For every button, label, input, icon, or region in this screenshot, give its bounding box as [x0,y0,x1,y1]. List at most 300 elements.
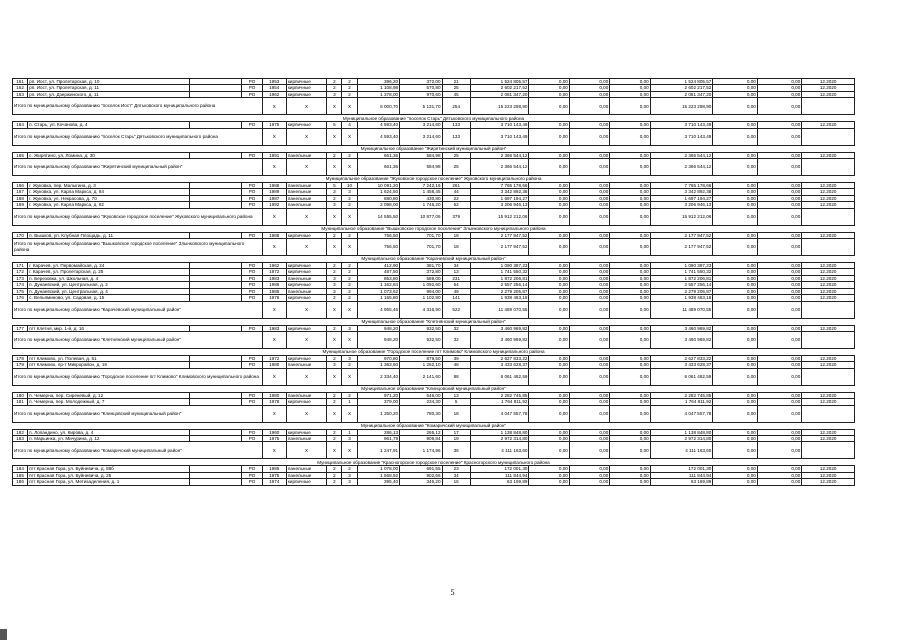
table-cell: кирпичные [286,232,326,238]
total-cell: X [286,368,326,385]
table-cell: 0,00 [610,189,650,195]
table-cell: панельные [286,152,326,158]
table-cell: 1 764 811,92 [650,399,713,405]
total-cell: 0,00 [610,128,650,145]
total-cell: X [327,98,342,115]
table-cell: 13 [442,269,470,275]
table-cell: 178 [13,355,28,361]
table-cell: 0,00 [757,85,801,91]
table-cell: 0,00 [529,91,569,97]
total-cell: 0,00 [757,159,801,176]
table-cell: 166 [13,183,28,189]
total-label: Итого по муниципальному образованию "Жирятинский муниципальный район" [13,159,263,176]
table-cell: 0,00 [757,263,801,269]
table-cell: 0,00 [569,189,609,195]
table-cell: 1978 [262,399,286,405]
table-cell: пгт Клетня, мкр. 1-й, д. 16 [28,325,190,331]
table-cell: 0,00 [569,275,609,281]
table-cell: 1 872 206,81 [470,275,529,281]
table-cell: 1983 [262,275,286,281]
table-cell: 2 627 833,22 [470,355,529,361]
total-label: Итого по муниципальному образованию "поселок Иост" Дятьковского муниципального района [13,98,263,115]
table-cell: 3 [327,189,342,195]
total-cell: 15 912 212,06 [650,208,713,225]
table-cell: 1989 [262,189,286,195]
table-cell: РО [242,288,262,294]
table-cell: 172 001,30 [650,466,713,472]
table-cell: 161 [13,79,28,85]
section-header-row [13,318,855,325]
table-cell: 0,00 [569,288,609,294]
section-header-row [13,348,855,355]
total-cell: 0,00 [757,128,801,145]
table-cell: 2 [342,85,357,91]
section-header-row [13,225,855,232]
total-cell: 36 [442,442,470,459]
table-cell: 0,00 [529,275,569,281]
table-cell: 2 602 217,52 [470,85,529,91]
total-cell: X [262,208,286,225]
total-cell: 0,00 [529,128,569,145]
table-cell: 0,00 [529,399,569,405]
table-cell: 970,80 [357,355,399,361]
table-cell: 2 [327,79,342,85]
table-cell: РО [242,232,262,238]
total-cell: 0,00 [529,405,569,422]
table-cell: 1 092,60 [400,282,442,288]
table-cell: 1 [342,399,357,405]
total-cell: X [327,239,342,256]
table-cell: рп. Иост, ул. Пролетарская, д. 11 [28,85,190,91]
table-cell: 0,00 [713,91,757,97]
table-cell: 0,00 [569,263,609,269]
total-cell: 18 [442,239,470,256]
table-cell: 3 342 892,38 [470,189,529,195]
table-cell: 3 206 946,13 [470,202,529,208]
table-cell: 0,00 [529,122,569,128]
section-title: Муниципальное образование "Комаричский муниципальный район" [13,422,855,429]
total-cell: 88 [442,368,470,385]
total-row [13,159,855,176]
total-cell: X [342,301,357,318]
total-cell [802,239,855,256]
table-cell: пгт Красная Гора, ул. Буйневича, д. 88б [28,466,190,472]
table-cell: 1 262,10 [400,362,442,368]
table-cell: 0,00 [713,122,757,128]
table-cell: 1 764 811,92 [470,399,529,405]
table-cell: кирпичные [286,122,326,128]
table-cell: г. Жуковка, ул. Некрасова, д. 70 [28,195,190,201]
table-cell: 12.2020 [802,295,855,301]
table-cell: 2 098,00 [357,202,399,208]
table-cell: 1 363,60 [357,362,399,368]
table-cell: РО [242,399,262,405]
table-cell: 173 [13,275,28,281]
total-cell: 6 000,70 [357,98,399,115]
table-cell: 2 627 833,22 [650,355,713,361]
table-cell: 372,80 [400,269,442,275]
table-cell: 0,00 [610,152,650,158]
table-cell: 164 [13,122,28,128]
table-cell: 186 [13,479,28,485]
table-cell: РО [242,325,262,331]
table-cell: 10 [342,183,357,189]
table-cell: 181 [13,399,28,405]
table-cell: 0,00 [529,189,569,195]
table-cell: 2 [342,202,357,208]
table-cell: 0,00 [569,232,609,238]
table-cell: 701,70 [400,232,442,238]
total-cell: X [342,98,357,115]
table-cell: 372,00 [400,79,442,85]
table-cell: 1954 [262,85,286,91]
section-title: Муниципальное образование "Вышковское городское поселение" Злынковского муниципального района [13,225,855,232]
section-header-row [13,115,855,122]
table-cell: 170 [13,232,28,238]
table-cell: 661,36 [357,152,399,158]
table-cell: 2 [327,472,342,478]
total-cell: X [286,159,326,176]
table-cell: кирпичные [286,91,326,97]
table-cell: 0,00 [569,152,609,158]
table-cell: 3 [327,282,342,288]
table-cell: 0,00 [529,392,569,398]
table-cell: 3 460 969,82 [650,325,713,331]
table-cell: РО [242,202,262,208]
table-cell: 994,00 [400,288,442,294]
table-cell: 12.2020 [802,392,855,398]
total-cell: X [286,208,326,225]
total-cell: 0,00 [569,331,609,348]
table-cell: 22 [442,195,470,201]
table-cell: 2 [327,466,342,472]
table-cell: 0,00 [569,362,609,368]
total-cell: 661,36 [357,159,399,176]
table-cell: РО [242,472,262,478]
total-row [13,301,855,318]
table-cell: 2 [327,429,342,435]
total-cell: 0,00 [529,208,569,225]
total-cell: 32 [442,331,470,348]
table-cell: 12.2020 [802,202,855,208]
section-title: Муниципальное образование "Красногорское городское поселение" Красногорского муниципального района [13,459,855,466]
total-row [13,98,855,115]
table-cell: с. Жирятино, ул. Ломина, д. 30 [28,152,190,158]
table-cell: 0,00 [610,282,650,288]
table-cell: 12.2020 [802,288,855,294]
table-cell: 12.2020 [802,325,855,331]
table-cell: 5 [327,122,342,128]
table-cell: РО [242,362,262,368]
total-label: Итого по муниципальному образованию "Вышковское городское поселение" Злынковского муниципального района [13,239,263,256]
table-cell: 0,00 [757,152,801,158]
table-cell: 0,00 [529,183,569,189]
table-cell: г. Жуковка, ул. Карла Маркса, д. 82 [28,202,190,208]
total-cell: 780,30 [400,405,442,422]
table-cell: 3 [342,189,357,195]
total-cell: 0,00 [713,98,757,115]
total-cell: 0,00 [529,442,569,459]
table-cell: 0,00 [610,466,650,472]
table-cell: 23 [442,466,470,472]
table-cell: 2 [327,85,342,91]
total-cell: 522 [442,301,470,318]
table-cell: 0,00 [529,435,569,441]
total-cell: X [262,331,286,348]
table-cell: 0,00 [610,269,650,275]
table-cell: 756,50 [357,232,399,238]
total-cell: 15 223 298,90 [650,98,713,115]
table-cell: 0,00 [569,429,609,435]
table-cell: 0,00 [757,466,801,472]
table-cell: 0,00 [610,399,650,405]
table-cell: 0,00 [610,195,650,201]
table-cell: 0,00 [757,288,801,294]
table-cell: 0,00 [610,232,650,238]
table-cell: 1 624,50 [357,189,399,195]
total-row [13,405,855,422]
total-cell: 0,00 [569,239,609,256]
table-cell: 12.2020 [802,79,855,85]
total-cell: X [342,331,357,348]
table-cell: 1 073,62 [357,288,399,294]
table-cell: 0,00 [529,362,569,368]
table-cell: 12.2020 [802,362,855,368]
total-label: Итого по муниципальному образованию "Городское поселение пгт Климово" Климовского муниципального района [13,368,263,385]
table-cell: 0,00 [610,355,650,361]
table-cell: 0,00 [757,392,801,398]
table-cell: 0,00 [569,466,609,472]
total-cell: 15 912 212,06 [470,208,529,225]
table-cell: 2 282 745,85 [650,392,713,398]
total-cell: X [342,368,357,385]
total-cell [802,331,855,348]
table-cell: 1 138 848,80 [650,429,713,435]
table-cell: 1953 [262,79,286,85]
table-cell: 133 [442,122,470,128]
table-cell: 1972 [262,269,286,275]
table-cell: 0,00 [713,325,757,331]
table-cell: 0,00 [610,79,650,85]
table-cell: 1 458,45 [400,189,442,195]
table-cell: 4 593,40 [357,122,399,128]
total-cell: 0,00 [757,239,801,256]
total-cell: X [342,159,357,176]
table-cell: 0,00 [757,282,801,288]
total-cell: 2 177 947,52 [470,239,529,256]
total-cell: 379 [442,208,470,225]
table-cell: 34 [442,263,470,269]
total-cell: X [262,368,286,385]
table-cell: 0,00 [757,275,801,281]
table-cell: 0,00 [529,288,569,294]
table-cell: 172 [13,269,28,275]
table-cell: 111 844,94 [650,472,713,478]
table-cell: кирпичные [286,263,326,269]
table-cell: 12.2020 [802,282,855,288]
table-cell: п. Дунаевский, ул. Центральная, д. 4 [28,288,190,294]
total-cell: 4 955,46 [357,301,399,318]
table-cell: 1960 [262,429,286,435]
table-cell: 12.2020 [802,263,855,269]
table-cell: 2 [342,295,357,301]
total-cell: 0,00 [529,301,569,318]
total-cell: 0,00 [529,159,569,176]
table-cell: 1 [342,429,357,435]
total-cell: 2 366 544,12 [650,159,713,176]
table-cell: 0,00 [529,295,569,301]
total-label: Итого по муниципальному образованию "Жуковское городское поселение" Жуковского муниципального района [13,208,263,225]
table-cell: 1 568,92 [357,472,399,478]
table-cell: 0,00 [713,392,757,398]
total-cell [802,98,855,115]
total-row [13,208,855,225]
table-cell: 0,00 [757,183,801,189]
table-cell: 0,00 [713,466,757,472]
table-cell: 589,00 [400,275,442,281]
table-cell: п. Лопандино, ул. Кирова, д. 4 [28,429,190,435]
table-cell: 1 524 805,57 [470,79,529,85]
total-cell: X [286,98,326,115]
table-cell: 3 342 892,38 [650,189,713,195]
total-cell: X [286,442,326,459]
table-cell: 0,00 [529,472,569,478]
total-cell [802,128,855,145]
table-cell: 0,00 [569,202,609,208]
table-cell: 2 [327,392,342,398]
table-cell: 183 [13,435,28,441]
table-cell: 1 938 463,18 [650,295,713,301]
total-cell: X [342,405,357,422]
table-cell: 1 138 848,80 [470,429,529,435]
table-cell: рп. Иост, ул. Пролетарская, д. 10 [28,79,190,85]
total-cell: 0,00 [610,98,650,115]
total-cell: 11 489 070,55 [470,301,529,318]
table-cell: РО [242,189,262,195]
table-cell: 0,00 [713,263,757,269]
table-cell: 0,00 [713,429,757,435]
table-cell: 48 [442,362,470,368]
table-cell: 0,00 [569,392,609,398]
table-cell: 2 557 256,14 [470,282,529,288]
table-cell: 1 162,84 [357,282,399,288]
table-cell: 0,00 [529,195,569,201]
table-cell: РО [242,269,262,275]
table-cell: 1 090 387,23 [470,263,529,269]
table-cell: 2 [342,195,357,201]
table-cell: 0,00 [713,232,757,238]
total-label: Итого по муниципальному образованию "Карачевский муниципальный район" [13,301,263,318]
table-cell: 25 [442,85,470,91]
total-cell: X [286,331,326,348]
table-cell: 1962 [262,263,286,269]
table-cell: 0,00 [713,288,757,294]
table-cell: 0,00 [569,399,609,405]
table-cell: 3 214,60 [400,122,442,128]
table-cell: кирпичные [286,399,326,405]
table-cell: 3 [342,472,357,478]
table-cell: 0,00 [713,183,757,189]
table-cell: 0,00 [713,362,757,368]
table-cell: 0,00 [757,399,801,405]
table-cell: 18 [442,232,470,238]
total-cell: X [342,128,357,145]
total-cell: 0,00 [569,442,609,459]
total-cell: 0,00 [757,98,801,115]
table-cell: 970,60 [400,91,442,97]
table-cell: 265,12 [400,429,442,435]
total-cell: X [327,368,342,385]
total-cell: 0,00 [569,159,609,176]
table-cell: 12.2020 [802,189,855,195]
table-cell: 3 710 143,49 [650,122,713,128]
table-cell: 0,00 [713,355,757,361]
total-cell: X [286,128,326,145]
table-cell: п. Марьинка, ул. Мичурина, д. 12 [28,435,190,441]
total-cell: 0,00 [713,208,757,225]
table-cell: п. Дунаевский, ул. Центральная, д. 2 [28,282,190,288]
total-cell: 0,00 [610,442,650,459]
table-cell: 1976 [262,295,286,301]
total-cell: 1 350,20 [357,405,399,422]
table-cell: 0,00 [569,183,609,189]
total-label: Итого по муниципальному образованию "Клинцовский муниципальный район" [13,405,263,422]
table-cell: 12.2020 [802,399,855,405]
table-cell: 111 844,94 [470,472,529,478]
total-cell [802,159,855,176]
table-cell: 261 [442,183,470,189]
table-cell: 17 [442,429,470,435]
table-cell: 1975 [262,122,286,128]
table-cell: 1 078,00 [357,466,399,472]
table-cell: 174 [13,282,28,288]
total-cell: 0,00 [569,301,609,318]
total-row [13,128,855,145]
table-cell: 0,00 [569,355,609,361]
total-label: Итого по муниципальному образованию "Комаричский муниципальный район" [13,442,263,459]
table-cell: 0,00 [610,435,650,441]
table-cell: 2 [342,275,357,281]
table-cell: 0,00 [569,122,609,128]
table-cell: 0,00 [569,269,609,275]
table-cell: 0,00 [610,429,650,435]
table-cell: 63 169,89 [470,479,529,485]
total-cell: X [286,405,326,422]
table-cell: 2 [342,263,357,269]
table-cell: 1975 [262,435,286,441]
table-cell: 180 [13,392,28,398]
table-row [13,479,855,485]
table-cell: 2 [327,232,342,238]
total-cell: 0,00 [569,128,609,145]
table-cell: 1985 [262,288,286,294]
table-cell: 21 [442,79,470,85]
table-cell: п. Чемерна, пер. Молодежный, д. 7 [28,399,190,405]
section-header-row [13,459,855,466]
total-cell: 0,00 [713,128,757,145]
table-cell: кирпичные [286,429,326,435]
table-cell: 853,80 [357,275,399,281]
table-cell: 0,00 [713,79,757,85]
table-cell: 1962 [262,91,286,97]
total-cell: 701,70 [400,239,442,256]
table-cell: 2 [342,79,357,85]
section-header-row [13,385,855,392]
table-cell: РО [242,79,262,85]
table-cell: РО [242,392,262,398]
table-cell: 0,00 [757,355,801,361]
table-cell: 1 697 194,27 [470,195,529,201]
